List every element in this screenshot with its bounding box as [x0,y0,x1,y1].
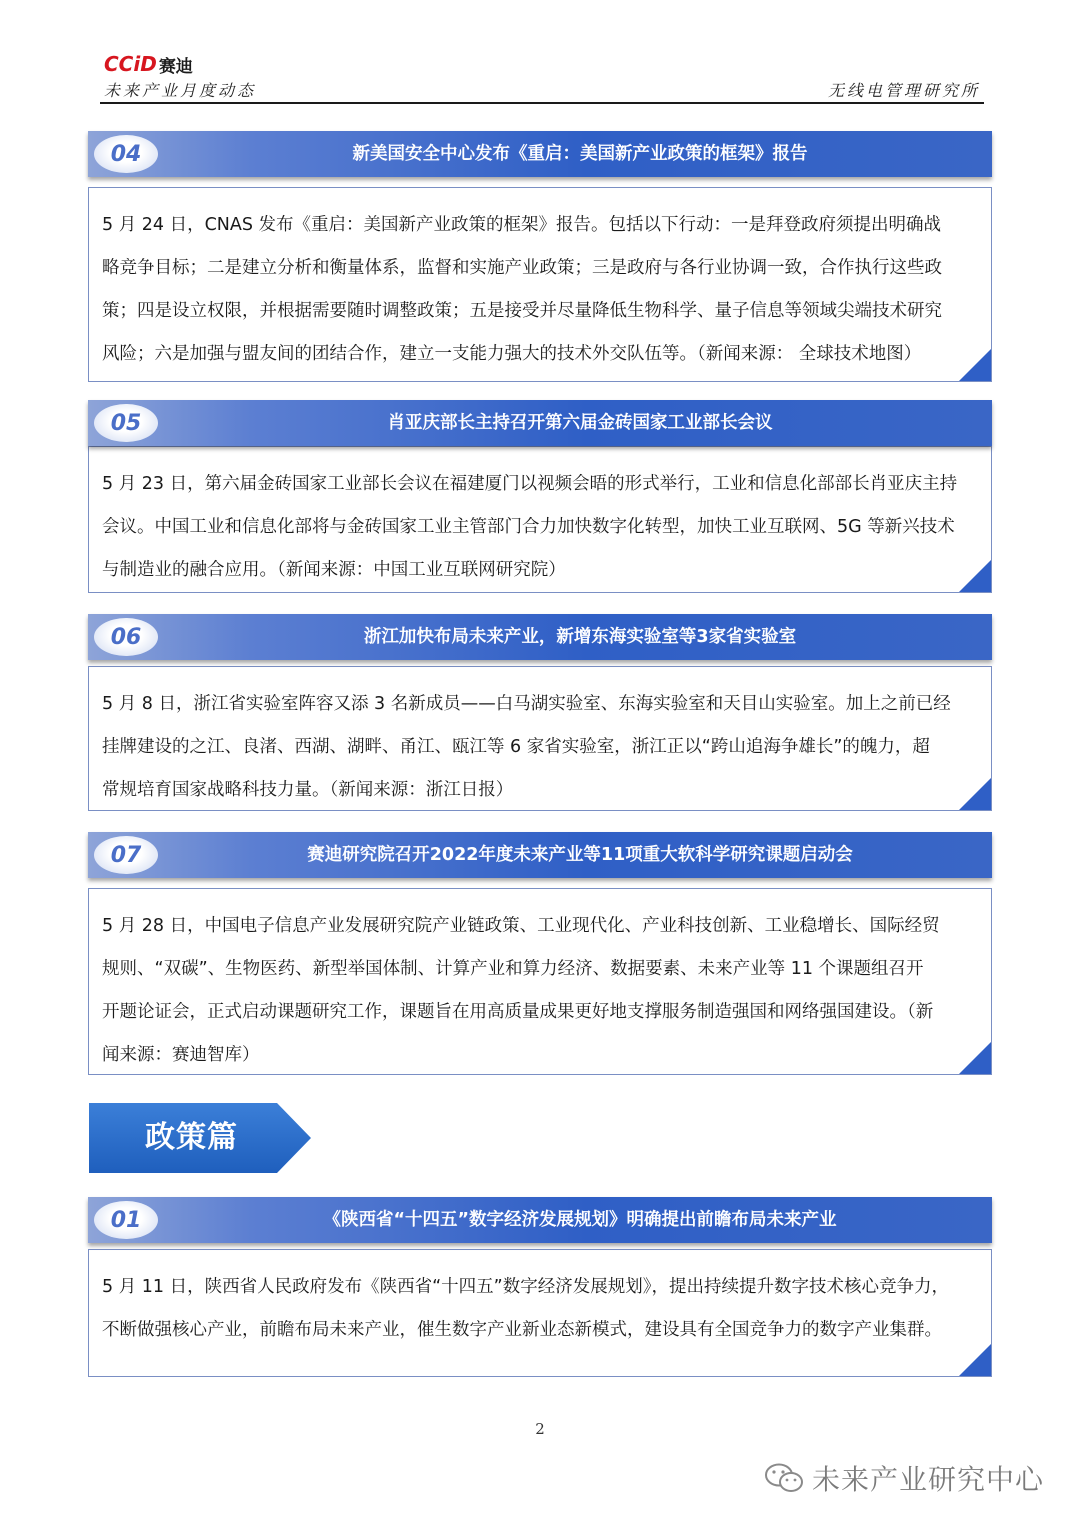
body-line: 闻来源：赛迪智库） [102,1045,260,1065]
policy-body [102,1266,979,1352]
body-line: 规则、“双碳”、生物医药、新型举国体制、计算产业和算力经济、数据要素、未来产业等 11 个课题组召开 [102,959,924,979]
corner-decoration [959,1042,991,1074]
news-body [102,683,979,811]
body-line: 不断做强核心产业，前瞻布局未来产业，催生数字产业新业态新模式，建设具有全国竞争力的数字产业集群。 [102,1320,942,1340]
policy-title: 《陕西省“十四五”数字经济发展规划》明确提出前瞻布局未来产业 [323,1210,837,1230]
news-body-box [88,187,992,382]
news-body-box [88,666,992,811]
news-body-box [88,446,992,593]
body-line: 5 月 24 日，CNAS 发布《重启：美国新产业政策的框架》报告。包括以下行动：一是拜登政府须提出明确战 [102,215,942,235]
news-title-bar [88,400,992,446]
logo-brand: CCiD [104,52,157,76]
body-line: 挂牌建设的之江、良渚、西湖、湖畔、甬江、瓯江等 6 家省实验室，浙江正以“跨山追海争雄长”的魄力，超 [102,737,930,757]
body-line: 5 月 23 日，第六届金砖国家工业部长会议在福建厦门以视频会晤的形式举行，工业和信息化部部长肖亚庆主持 [102,474,958,494]
number-badge [94,135,158,173]
section-title: 政策篇 [145,1120,238,1155]
body-line: 开题论证会，正式启动课题研究工作，课题旨在用高质量成果更好地支撑服务制造强国和网络强国建设。（新 [102,1002,934,1022]
news-body-box [88,888,992,1075]
body-line: 5 月 8 日，浙江省实验室阵容又添 3 名新成员——白马湖实验室、东海实验室和天目山实验室。加上之前已经 [102,694,951,714]
header-left-title: 未来产业月度动态 [104,81,257,100]
body-line: 会议。中国工业和信息化部将与金砖国家工业主管部门合力加快数字化转型，加快工业互联网、5G 等新兴技术 [102,517,955,537]
page-number: 2 [535,1420,545,1438]
news-title: 赛迪研究院召开2022年度未来产业等11项重大软科学研究课题启动会 [307,845,853,865]
wechat-icon [764,1462,804,1494]
news-title-bar [88,614,992,660]
news-title: 新美国安全中心发布《重启：美国新产业政策的框架》报告 [352,144,808,164]
section-banner [89,1103,311,1173]
item-number: 04 [110,141,142,167]
news-title: 浙江加快布局未来产业，新增东海实验室等3家省实验室 [363,627,797,647]
corner-decoration [959,349,991,381]
header-divider [100,102,984,104]
body-line: 策；四是设立权限，并根据需要随时调整政策；五是接受并尽量降低生物科学、量子信息等领域尖端技术研究 [102,301,942,321]
item-number: 01 [110,1207,142,1233]
news-body [102,905,979,1075]
news-body [102,204,979,376]
corner-decoration [959,1344,991,1376]
item-number: 07 [110,842,142,868]
policy-title-bar [88,1197,992,1243]
header-right-title: 无线电管理研究所 [827,81,980,100]
number-badge [94,1201,158,1239]
body-line: 5 月 11 日，陕西省人民政府发布《陕西省“十四五”数字经济发展规划》，提出持续提升数字技术核心竞争力， [102,1277,949,1297]
news-title-bar [88,832,992,878]
news-title: 肖亚庆部长主持召开第六届金砖国家工业部长会议 [387,413,773,433]
body-line: 略竞争目标；二是建立分析和衡量体系，监督和实施产业政策；三是政府与各行业协调一致，合作执行这些政 [102,258,942,278]
body-line: 风险；六是加强与盟友间的团结合作，建立一支能力强大的技术外交队伍等。（新闻来源： 全球技术地图） [102,344,922,364]
corner-decoration [959,560,991,592]
news-body [102,463,979,592]
number-badge [94,404,158,442]
wechat-watermark [764,1458,1044,1498]
body-line: 与制造业的融合应用。（新闻来源：中国工业互联网研究院） [102,560,566,580]
body-line: 5 月 28 日，中国电子信息产业发展研究院产业链政策、工业现代化、产业科技创新、工业稳增长、国际经贸 [102,916,940,936]
item-number: 05 [110,410,142,436]
number-badge [94,618,158,656]
watermark-text: 未来产业研究中心 [811,1463,1044,1496]
number-badge [94,836,158,874]
item-number: 06 [110,624,142,650]
logo-chinese: 赛迪 [158,56,193,77]
ccid-logo [104,52,193,76]
body-line: 常规培育国家战略科技力量。（新闻来源：浙江日报） [102,780,514,800]
corner-decoration [959,778,991,810]
policy-body-box [88,1249,992,1377]
news-title-bar [88,131,992,177]
